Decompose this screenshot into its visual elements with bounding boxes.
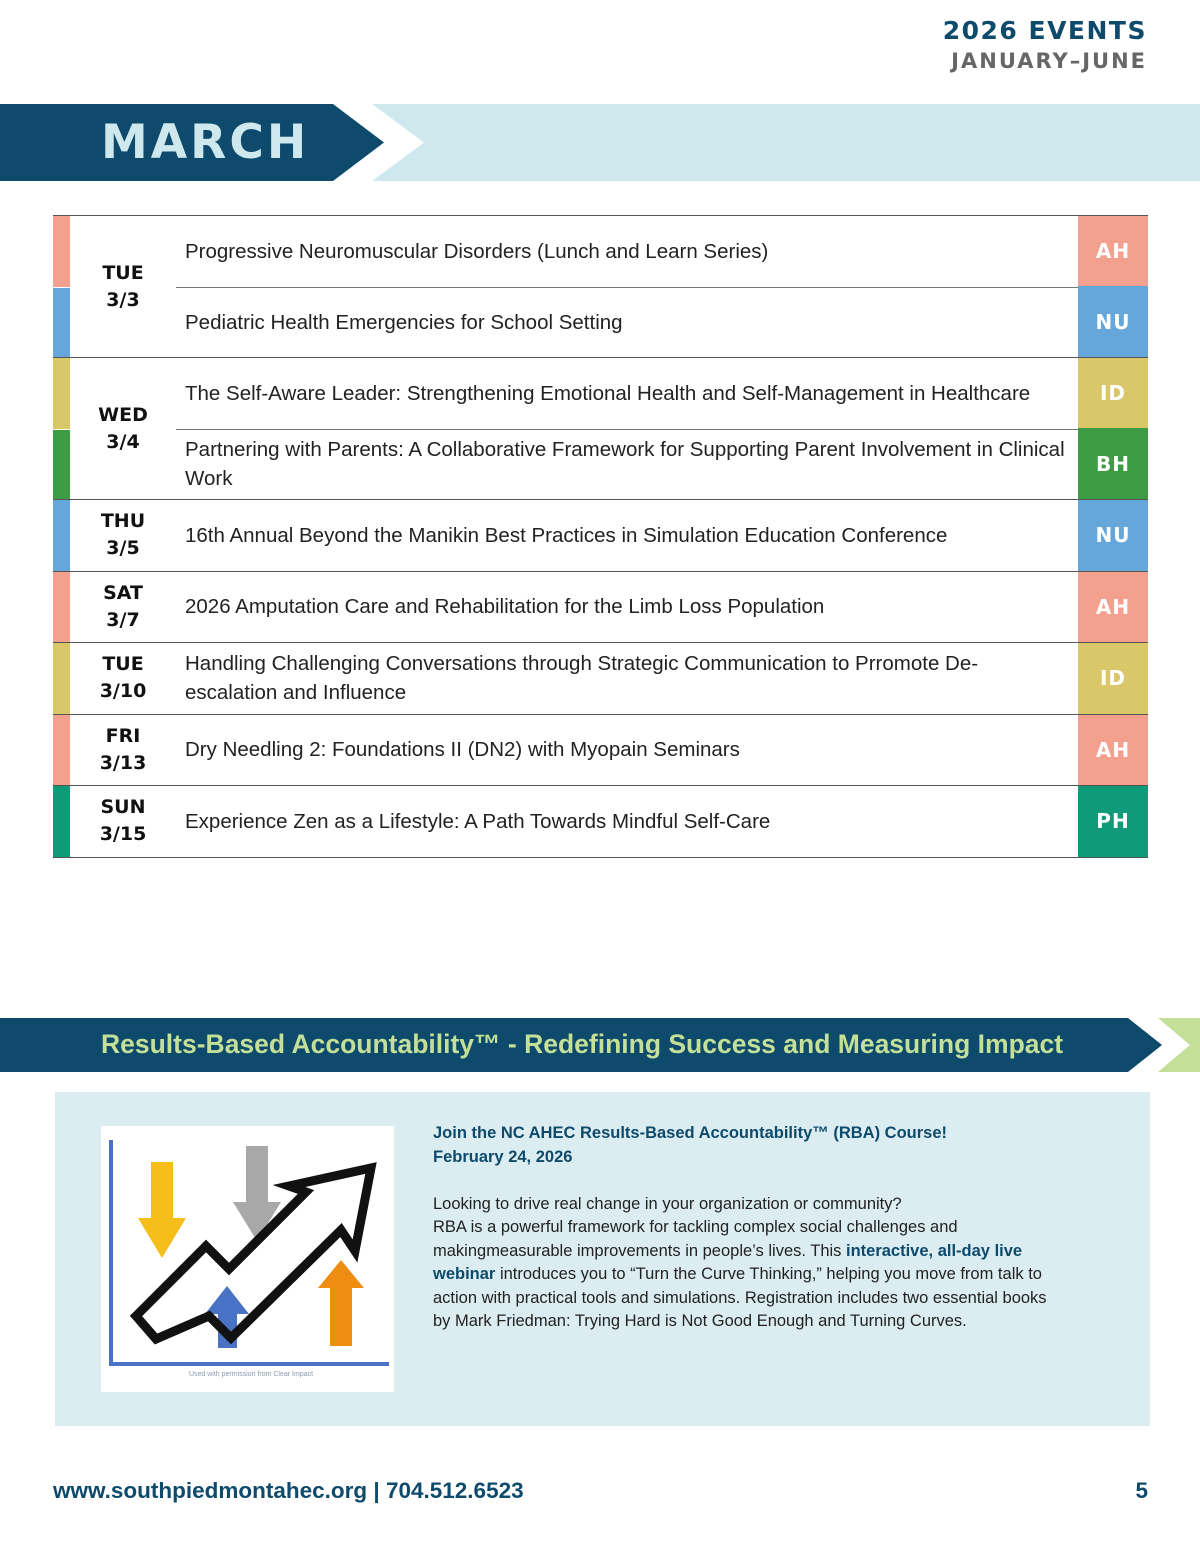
footer-contact: www.southpiedmontahec.org | 704.512.6523 — [53, 1478, 524, 1503]
category-badge: AH — [1078, 572, 1148, 643]
event-title: Progressive Neuromuscular Disorders (Lunch and Learn Series) — [185, 239, 769, 263]
month-title: MARCH — [101, 115, 310, 170]
rba-info-box — [55, 1092, 1150, 1426]
category-badge: PH — [1078, 786, 1148, 857]
turn-the-curve-graphic — [101, 1126, 394, 1392]
day-of-week: WED — [98, 403, 148, 426]
day-date: 3/5 — [106, 537, 140, 560]
document-header — [943, 16, 1147, 76]
rba-intro: Looking to drive real change in your organization or community? — [433, 1194, 902, 1213]
day-group — [53, 643, 1148, 715]
category-badge: ID — [1078, 358, 1148, 429]
category-color-strip — [53, 786, 70, 857]
category-color-strip — [53, 288, 70, 358]
category-badge: BH — [1078, 428, 1148, 499]
event-row — [53, 715, 1148, 786]
day-date: 3/4 — [106, 430, 140, 453]
event-row — [53, 216, 1148, 287]
day-group — [53, 358, 1148, 500]
event-title: Experience Zen as a Lifestyle: A Path Towards Mindful Self-Care — [185, 809, 771, 833]
header-subtitle: JANUARY–JUNE — [951, 49, 1147, 73]
day-group — [53, 572, 1148, 644]
category-color-strip — [53, 430, 70, 500]
event-title: Partnering with Parents: A Collaborative Framework for Supporting Parent Involvement in Clinical Work — [185, 438, 1065, 491]
day-date: 3/7 — [106, 608, 140, 631]
day-group — [53, 786, 1148, 858]
events-table — [53, 215, 1148, 858]
rba-headline: Join the NC AHEC Results-Based Accountability™ (RBA) Course! — [433, 1124, 947, 1142]
event-row — [176, 429, 1148, 500]
day-date: 3/10 — [99, 680, 147, 703]
event-row — [53, 572, 1148, 643]
event-row — [53, 358, 1148, 429]
day-of-week: FRI — [105, 724, 141, 747]
rba-body-post: introduces you to “Turn the Curve Thinking,” helping you move from talk to action with practical tools and simulations. Registration includes two essential books by Mark Friedman: Trying Hard is Not Good Enough and Turning Curves. — [433, 1265, 1047, 1330]
rba-body-highlight: interactive, all-day live webinar — [433, 1241, 1023, 1283]
event-row — [53, 786, 1148, 857]
event-title: The Self-Aware Leader: Strengthening Emotional Health and Self-Management in Healthcare — [185, 381, 1031, 405]
arrow-down-yellow-icon — [138, 1162, 186, 1258]
image-caption: Used with permission from Clear Impact — [188, 1371, 314, 1378]
event-row — [53, 500, 1148, 571]
rba-banner-title: Results-Based Accountability™ - Redefining Success and Measuring Impact — [101, 1029, 1064, 1059]
day-group — [53, 715, 1148, 787]
event-row — [53, 643, 1148, 714]
event-title: Pediatric Health Emergencies for School Setting — [185, 310, 623, 334]
category-badge: NU — [1078, 286, 1148, 357]
day-date: 3/3 — [106, 288, 140, 311]
rba-date: February 24, 2026 — [433, 1147, 573, 1166]
day-date: 3/13 — [99, 751, 147, 774]
rba-body-pre: RBA is a powerful framework for tackling complex social challenges and makingmeasurable improvements in people’s lives. This — [433, 1218, 958, 1260]
arrow-up-orange-icon — [318, 1260, 364, 1346]
category-badge: AH — [1078, 715, 1148, 786]
day-of-week: SAT — [103, 581, 143, 604]
category-color-strip — [53, 715, 70, 786]
category-color-strip — [53, 216, 70, 287]
category-color-strip — [53, 500, 70, 571]
day-group — [53, 216, 1148, 358]
event-title: 2026 Amputation Care and Rehabilitation for the Limb Loss Population — [185, 595, 825, 619]
header-title: 2026 EVENTS — [942, 16, 1147, 45]
day-of-week: TUE — [102, 261, 144, 284]
page-number: 5 — [1135, 1478, 1148, 1503]
event-title: Dry Needling 2: Foundations II (DN2) with Myopain Seminars — [185, 738, 740, 762]
category-color-strip — [53, 572, 70, 643]
event-title: Handling Challenging Conversations through Strategic Communication to Prromote De-escalation and Influence — [185, 652, 979, 705]
day-of-week: TUE — [102, 653, 144, 676]
event-row — [176, 287, 1148, 358]
event-title: 16th Annual Beyond the Manikin Best Practices in Simulation Education Conference — [185, 523, 948, 547]
rba-description — [433, 1122, 1053, 1357]
day-group — [53, 500, 1148, 572]
category-badge: ID — [1078, 643, 1148, 714]
category-badge: NU — [1078, 500, 1148, 571]
category-badge: AH — [1078, 216, 1148, 287]
category-color-strip — [53, 358, 70, 429]
day-date: 3/15 — [99, 823, 147, 846]
day-of-week: THU — [100, 510, 146, 533]
day-of-week: SUN — [100, 796, 146, 819]
category-color-strip — [53, 643, 70, 714]
